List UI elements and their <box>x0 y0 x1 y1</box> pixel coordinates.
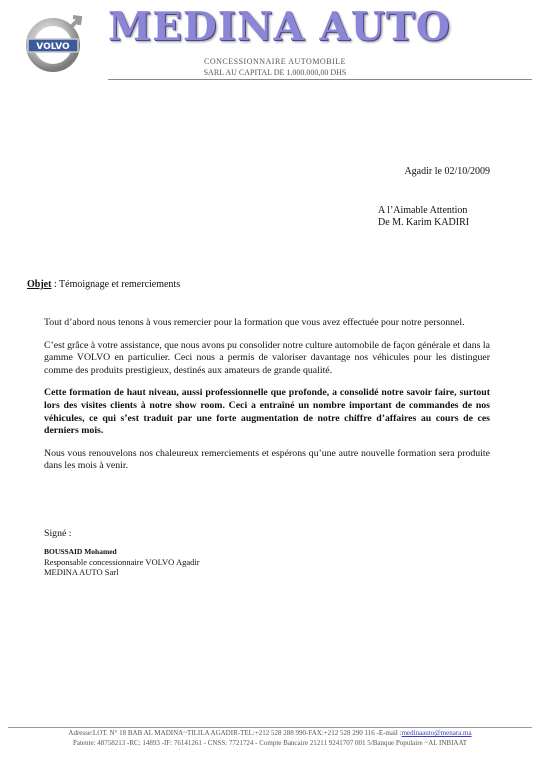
letter-date: Agadir le 02/10/2009 <box>404 166 490 177</box>
footer-divider <box>8 727 532 728</box>
logo-text: VOLVO <box>36 42 70 52</box>
paragraph-results: Cette formation de haut niveau, aussi professionnelle que profonde, a consolidé notre savoir faire, surtout lors des visites clients à notre show room. Ceci a entraîné un nombre important de commandes de nos véhicules, ce qui s’est traduit par une forte augmentation de notre chiffre d’affaires au cours de ces derniers mois. <box>44 387 490 437</box>
signature-label: Signé : <box>44 528 72 539</box>
attention-line: A l’Aimable Attention <box>378 205 468 216</box>
tagline-concessionnaire: CONCESSIONNAIRE AUTOMOBILE <box>204 57 346 66</box>
brand-name: MEDINA AUTO <box>108 4 451 50</box>
footer-registration: Patente: 48758213 -RC: 14893 -IF: 76141261 - CNSS: 7721724 - Compte Bancaire 21211 9241707 001 5/Banque Populaire ~AL INBIAAT <box>72 739 468 747</box>
signatory-title: Responsable concessionnaire VOLVO Agadir <box>44 557 200 567</box>
subject-text: : Témoignage et remerciements <box>51 279 181 290</box>
paragraph-closing: Nous vous renouvelons nos chaleureux remerciements et espérons qu’une autre nouvelle formation sera produite dans les mois à venir. <box>44 447 490 472</box>
letter-body <box>44 317 490 483</box>
paragraph-thanks: Tout d’abord nous tenons à vous remercier pour la formation que vous avez effectuée pour notre personnel. <box>44 317 465 328</box>
paragraph-assistance: C’est grâce à votre assistance, que nous avons pu consolider notre culture automobile de façon générale et dans la gamme VOLVO en particulier. Ceci nous a permis de valoriser davantage nos véhicules pour les distinguer comme des produits prestigieux, destinés aux amateurs de grande qualité. <box>44 339 490 376</box>
subject-label: Objet <box>27 279 52 290</box>
footer-address-text: Adresse:LOT. N° 18 BAB AL MADINA~TILILA AGADIR-TEL:+212 528 288 990-FAX:+212 528 290 116 -E-mail : <box>68 729 402 737</box>
footer-address <box>0 729 540 737</box>
signatory-company: MEDINA AUTO Sarl <box>44 567 119 577</box>
header-divider <box>108 79 532 80</box>
footer-email-link[interactable]: medinaauto@menara.ma <box>401 729 472 737</box>
tagline-capital: SARL AU CAPITAL DE 1.000.000,00 DHS <box>203 68 347 77</box>
subject-line <box>27 279 180 290</box>
signatory-name: BOUSSAID Mohamed <box>44 547 117 556</box>
recipient-name: De M. Karim KADIRI <box>378 217 470 228</box>
